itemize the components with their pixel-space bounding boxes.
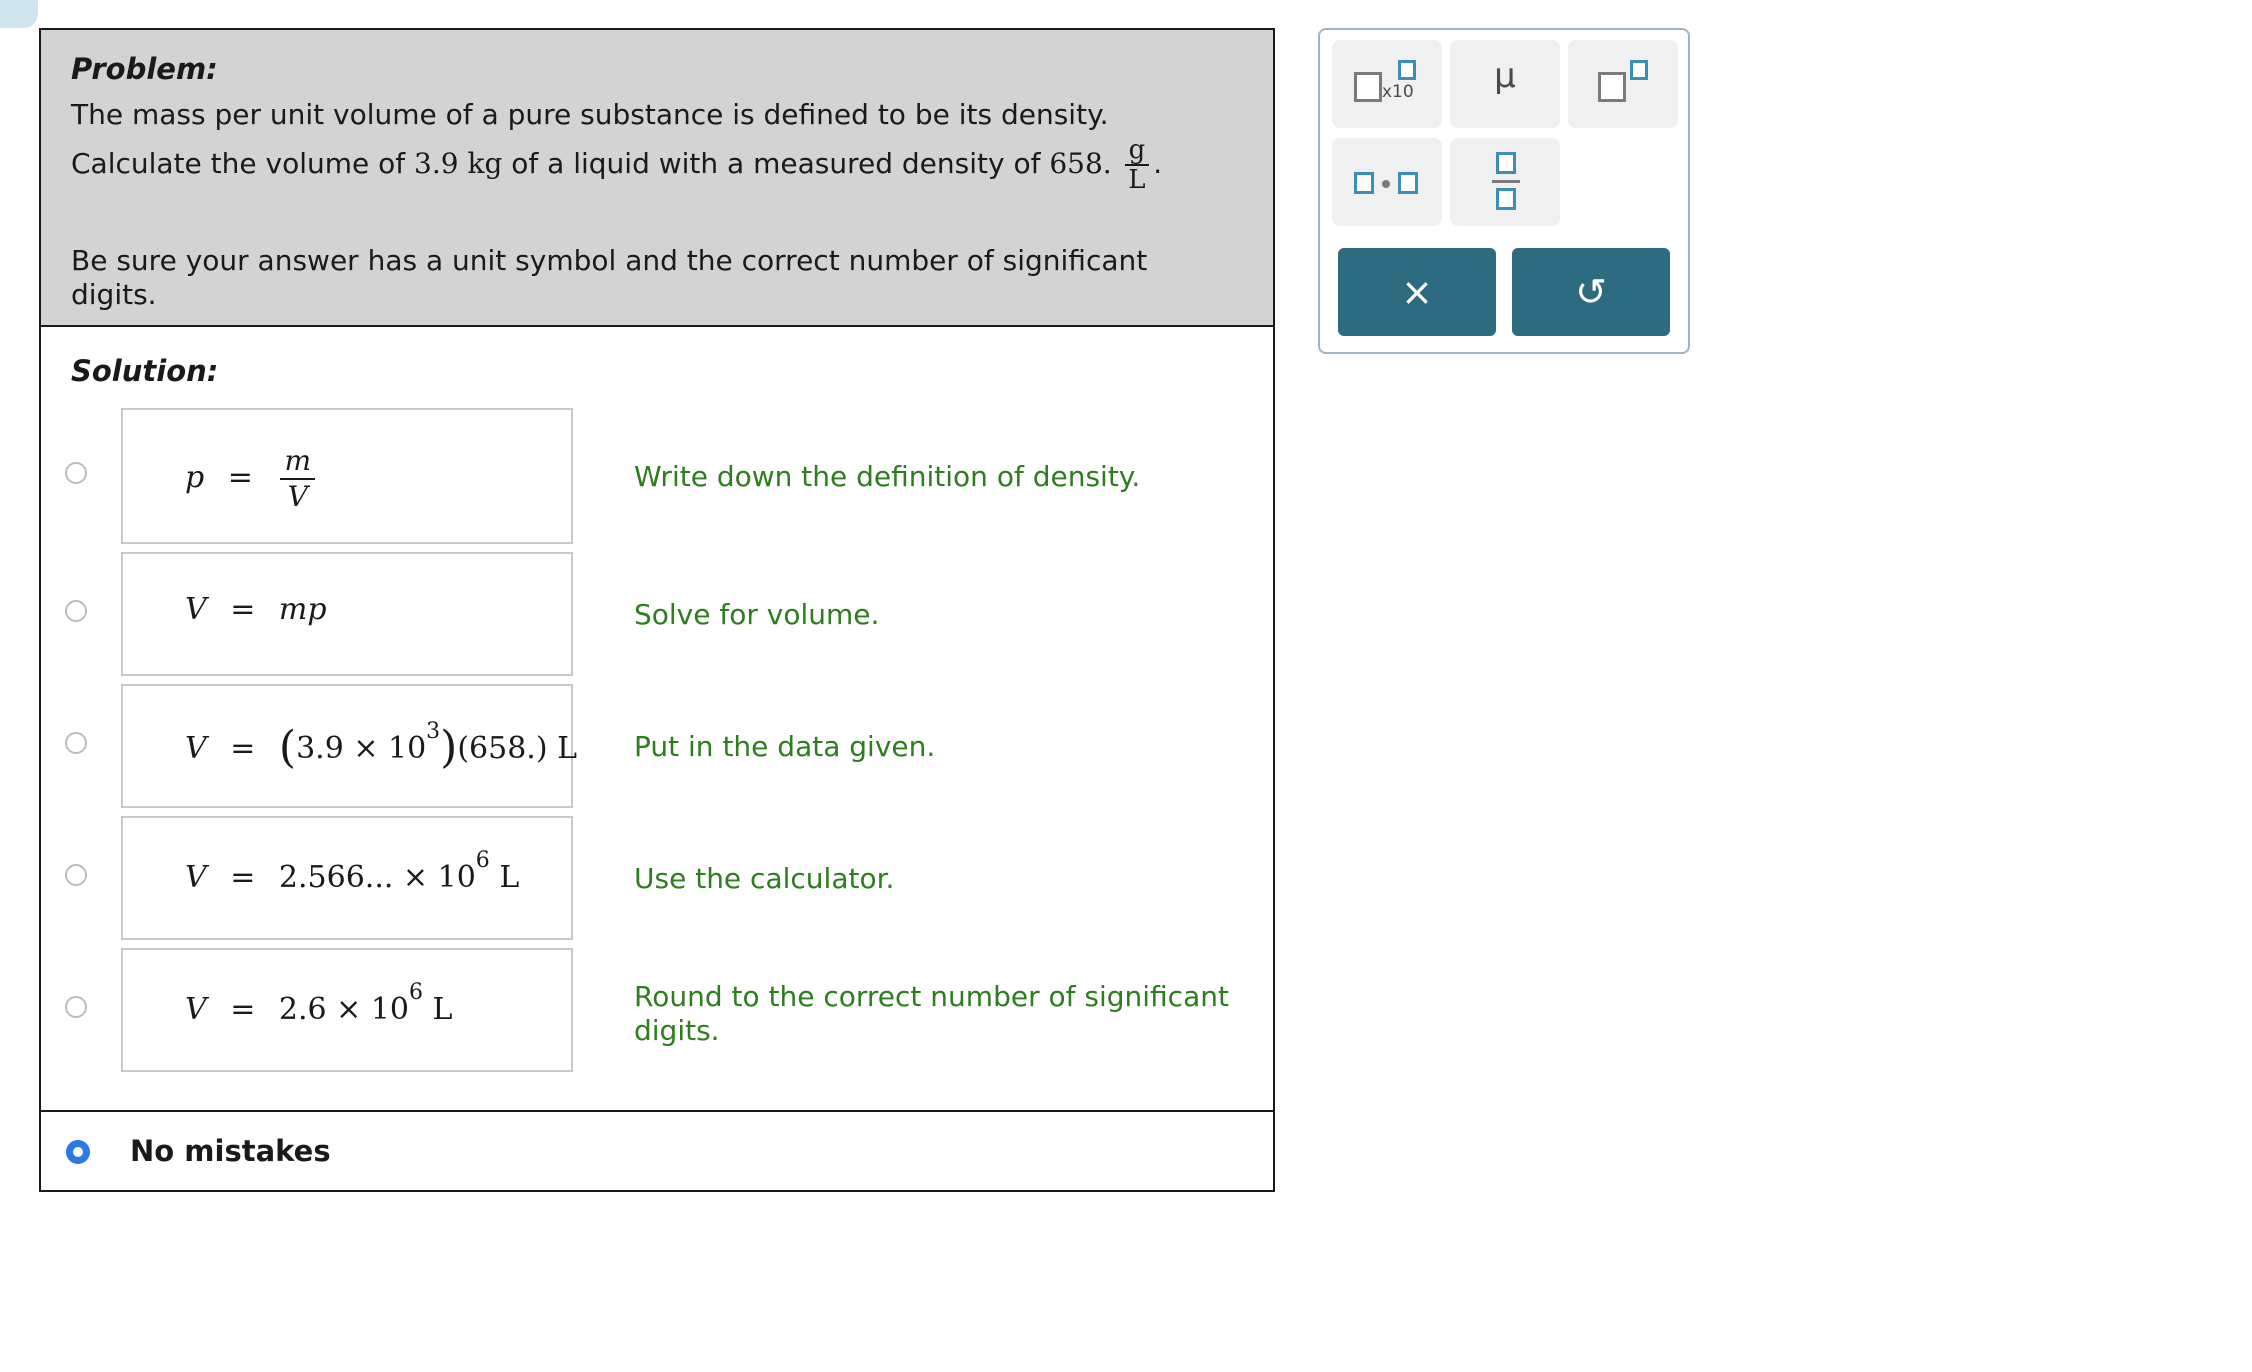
fraction-button[interactable] — [1450, 138, 1560, 226]
eq4-lhs: V — [185, 860, 207, 895]
step-1-radio[interactable] — [65, 462, 87, 484]
eq1-fraction — [280, 444, 315, 514]
problem-line-3: Be sure your answer has a unit symbol and the correct number of significant — [71, 244, 1148, 277]
problem-panel — [39, 28, 1275, 1192]
step-2-equation — [185, 592, 327, 627]
no-mistakes-radio[interactable] — [66, 1140, 90, 1164]
mu-icon: μ — [1494, 56, 1516, 96]
eq3-unit: L — [557, 731, 578, 766]
times-ten-power-button[interactable] — [1332, 40, 1442, 128]
eq3-value: (658.) — [457, 731, 548, 766]
step-5-equation-box — [121, 948, 573, 1072]
density-unit-fraction — [1125, 136, 1150, 194]
undo-icon: ↺ — [1575, 270, 1607, 314]
problem-line-1: The mass per unit volume of a pure substance is defined to be its density. — [71, 98, 1109, 131]
step-4-equation — [185, 848, 520, 895]
x10-label: x10 — [1382, 82, 1414, 102]
corner-tab — [0, 0, 38, 28]
denominator-box-icon — [1496, 188, 1516, 210]
problem-line-2 — [71, 136, 1162, 194]
step-5-explanation-line-2: digits. — [634, 1014, 720, 1047]
eq1-lhs: p — [185, 460, 205, 495]
eq3-equals: = — [230, 731, 256, 766]
dot-icon — [1382, 180, 1390, 188]
density-unit-denominator: L — [1128, 165, 1146, 195]
eq2-lhs: V — [185, 592, 207, 627]
step-1-explanation: Write down the definition of density. — [634, 460, 1141, 493]
no-mistakes-option[interactable] — [41, 1110, 1273, 1192]
eq3-mantissa: 3.9 × 10 — [296, 731, 427, 766]
eq1-equals: = — [227, 460, 253, 495]
eq4-exponent: 6 — [475, 848, 490, 873]
problem-line-2-mid: of a liquid with a measured density of — [502, 147, 1050, 180]
problem-mass: 3.9 kg — [414, 147, 503, 180]
superscript-box-icon — [1630, 60, 1648, 80]
step-5-radio[interactable] — [65, 996, 87, 1018]
eq4-mantissa: 2.566... × 10 — [278, 860, 476, 895]
eq5-equals: = — [230, 992, 256, 1027]
problem-line-2-pre: Calculate the volume of — [71, 147, 415, 180]
step-3-explanation: Put in the data given. — [634, 730, 936, 763]
step-2-radio[interactable] — [65, 600, 87, 622]
exponent-box-icon — [1398, 60, 1416, 80]
clear-button[interactable] — [1338, 248, 1496, 336]
eq2-equals: = — [230, 592, 256, 627]
left-factor-icon — [1354, 172, 1374, 194]
step-4-equation-box — [121, 816, 573, 940]
step-4-explanation: Use the calculator. — [634, 862, 895, 895]
eq5-mantissa: 2.6 × 10 — [278, 992, 409, 1027]
numerator-box-icon — [1496, 152, 1516, 174]
step-5-explanation — [634, 980, 1254, 1048]
step-2-equation-box — [121, 552, 573, 676]
undo-button[interactable] — [1512, 248, 1670, 336]
eq3-exponent: 3 — [426, 719, 441, 744]
eq1-denominator: V — [287, 480, 308, 513]
problem-line-4: digits. — [71, 278, 157, 311]
eq3-lhs: V — [185, 731, 207, 766]
multiply-dot-button[interactable] — [1332, 138, 1442, 226]
step-4-radio[interactable] — [65, 864, 87, 886]
superscript-button[interactable] — [1568, 40, 1678, 128]
eq3-left-paren: ( — [278, 722, 297, 773]
problem-density: 658. — [1049, 147, 1112, 180]
eq5-unit: L — [432, 992, 453, 1027]
eq5-lhs: V — [185, 992, 207, 1027]
step-2-explanation: Solve for volume. — [634, 598, 880, 631]
step-3-radio[interactable] — [65, 732, 87, 754]
eq3-right-paren: ) — [440, 722, 458, 773]
base-box-icon — [1354, 72, 1382, 102]
eq5-exponent: 6 — [409, 980, 423, 1005]
step-1-equation — [185, 444, 319, 514]
problem-section — [41, 30, 1273, 327]
math-toolbox — [1318, 28, 1690, 354]
eq2-rhs: mp — [278, 592, 327, 627]
fraction-bar-icon — [1492, 180, 1520, 183]
mu-button[interactable] — [1450, 40, 1560, 128]
solution-heading: Solution: — [71, 354, 219, 388]
close-icon: × — [1401, 270, 1433, 314]
eq4-unit: L — [499, 860, 520, 895]
problem-line-2-end: . — [1153, 147, 1163, 180]
density-unit-numerator: g — [1125, 136, 1150, 166]
step-5-explanation-line-1: Round to the correct number of significant — [634, 980, 1229, 1013]
step-3-equation — [185, 719, 578, 773]
step-5-equation — [185, 980, 453, 1027]
eq1-numerator: m — [280, 444, 315, 480]
eq4-equals: = — [230, 860, 256, 895]
right-factor-icon — [1398, 172, 1418, 194]
no-mistakes-label: No mistakes — [130, 1134, 331, 1168]
base-box-icon — [1598, 72, 1626, 102]
step-3-equation-box — [121, 684, 578, 808]
step-1-equation-box — [121, 408, 573, 544]
problem-heading: Problem: — [71, 52, 218, 86]
